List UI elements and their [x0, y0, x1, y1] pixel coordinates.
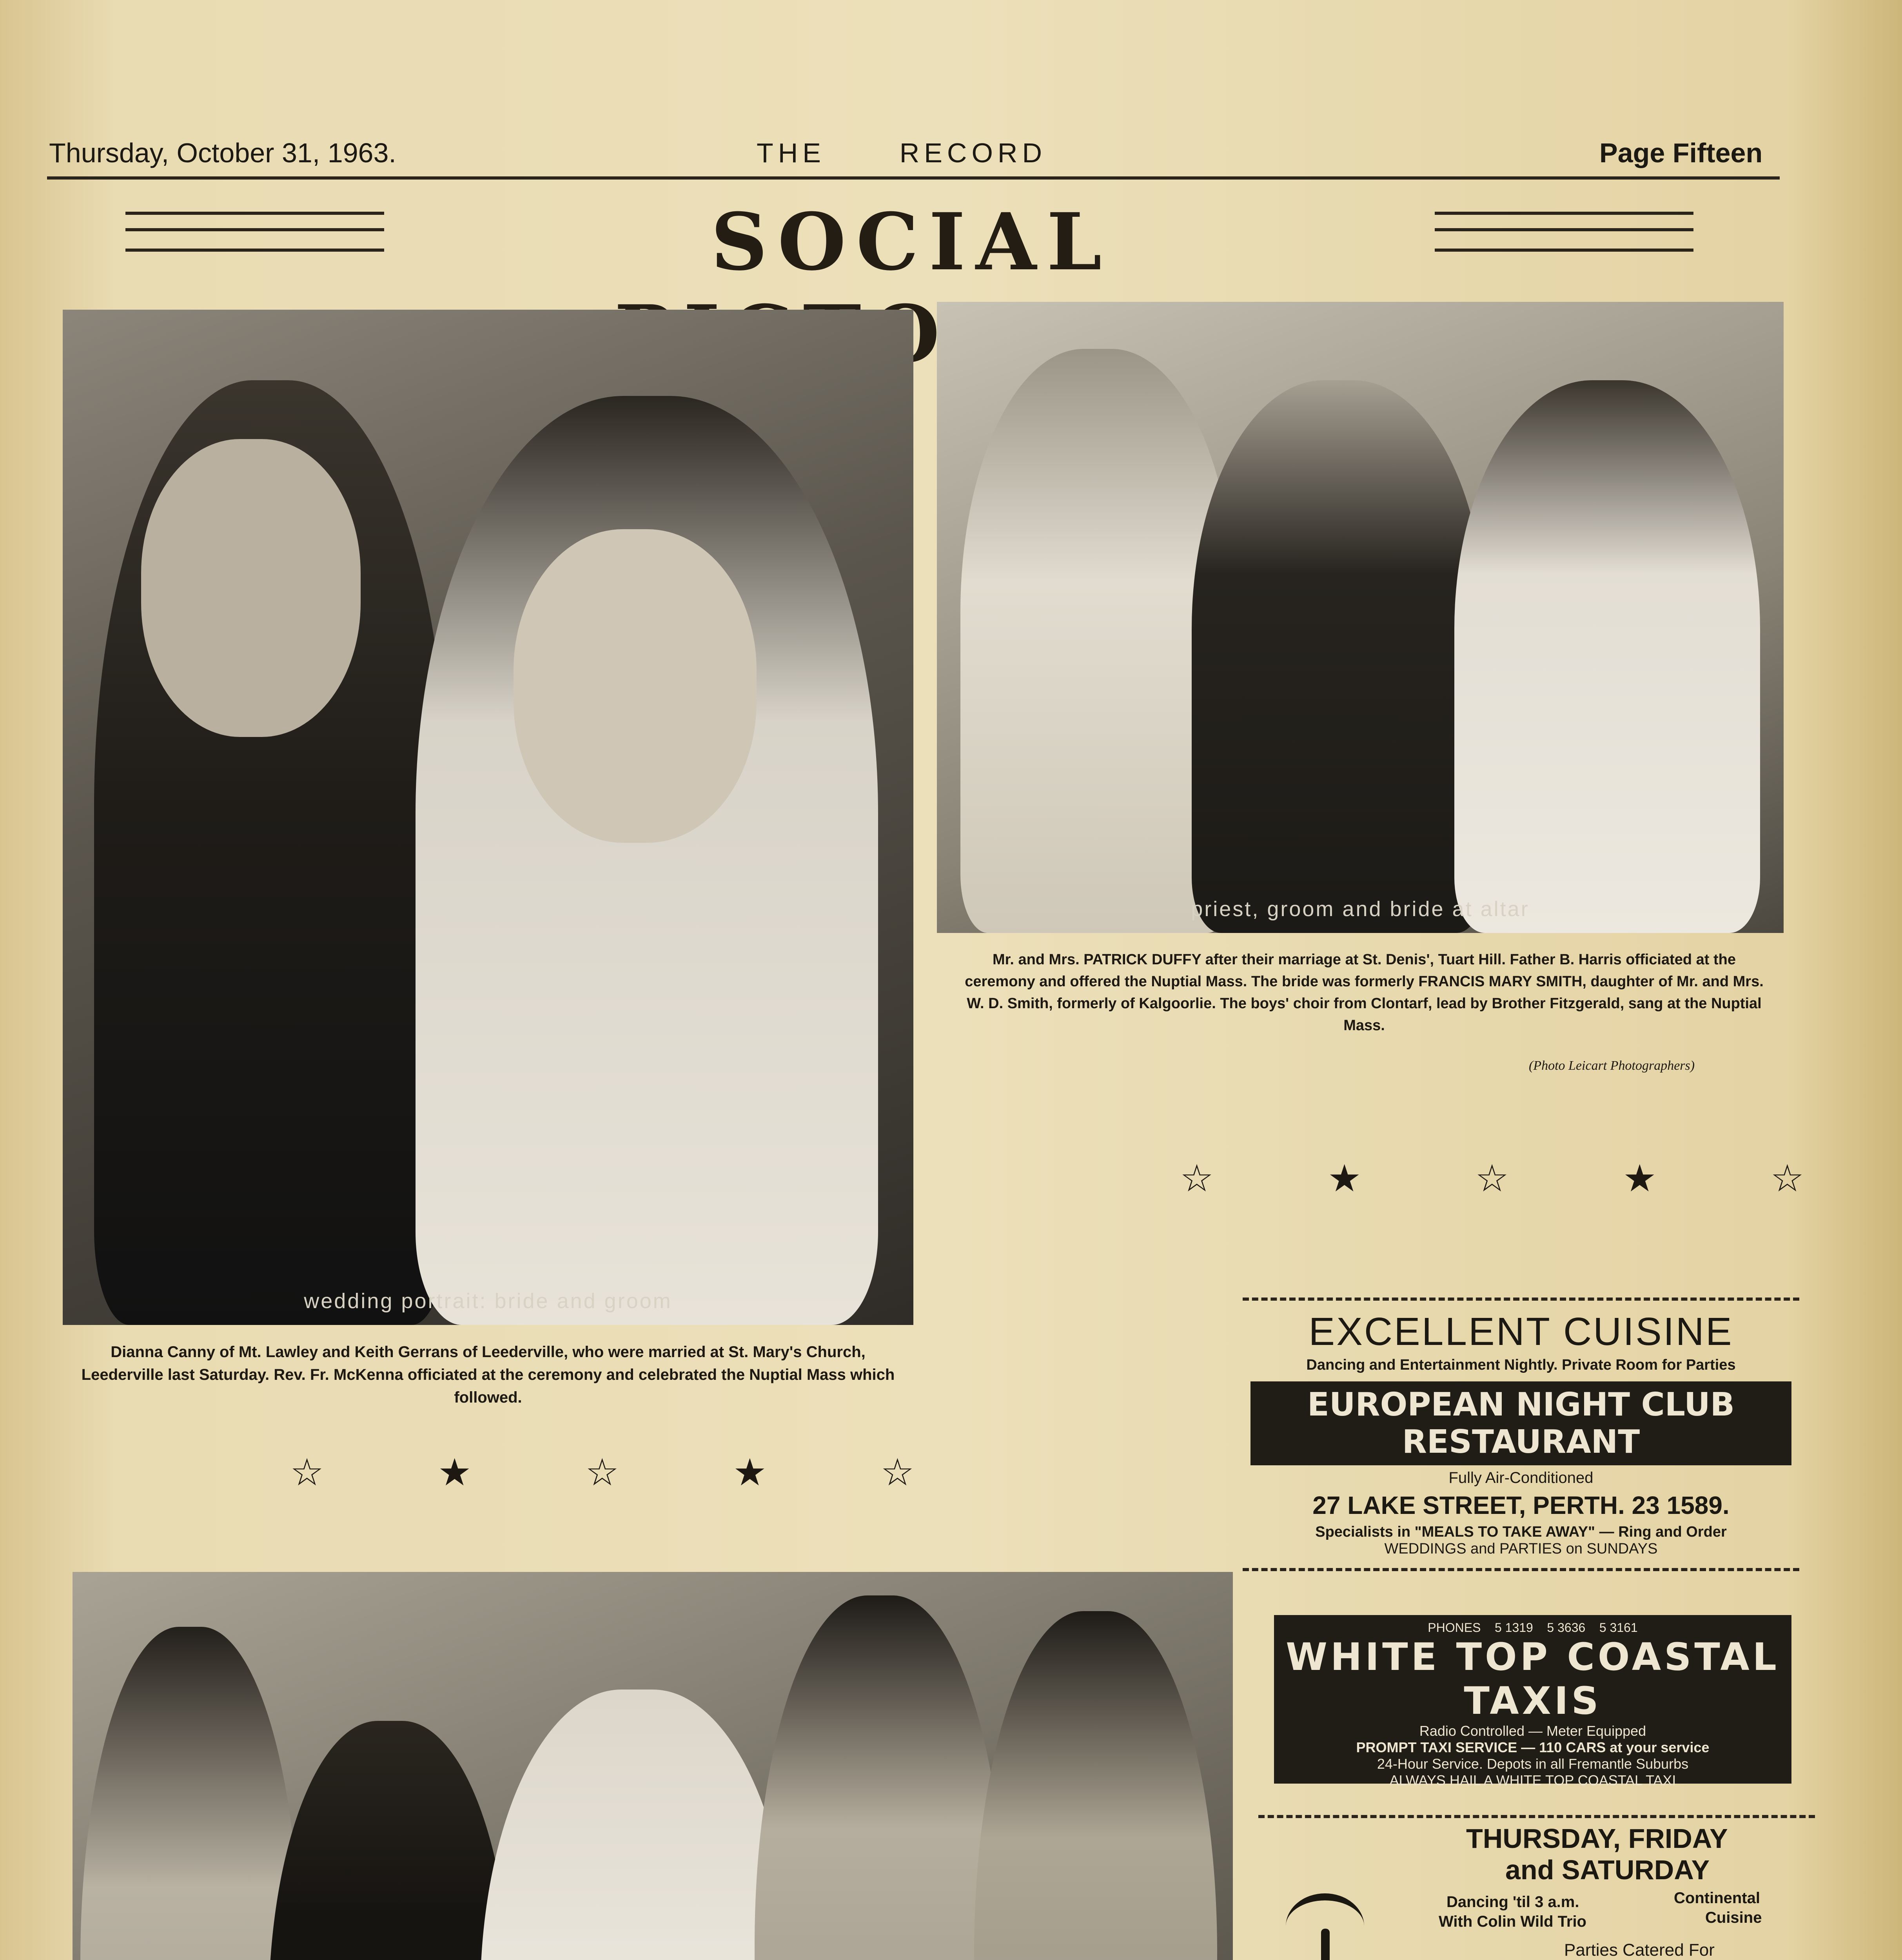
photo-credit: (Photo Leicart Photographers) [1529, 1058, 1695, 1073]
photo-millet [73, 1572, 1233, 1960]
ad-divider [1243, 1298, 1799, 1301]
title-ornament-left [125, 212, 384, 252]
ss-days-2: and SATURDAY [1505, 1855, 1710, 1885]
newspaper-name: THE RECORD [757, 138, 1047, 168]
bride-face [514, 529, 757, 843]
ss-dancing: Dancing 'til 3 a.m. [1446, 1893, 1579, 1911]
taxi-line-2: PROMPT TAXI SERVICE — 110 CARS at your service [1356, 1739, 1710, 1755]
photo-canny-gerrans [63, 310, 913, 1325]
ad-aircon: Fully Air-Conditioned [1448, 1469, 1593, 1486]
groom-figure [1192, 380, 1486, 933]
ad-silver-sands [1262, 1823, 1815, 1960]
ad-divider [1243, 1568, 1799, 1571]
ss-trio: With Colin Wild Trio [1439, 1913, 1586, 1930]
section-title: SOCIAL [711, 196, 1112, 288]
masthead-rule [47, 176, 1780, 180]
page-number: Page Fifteen [1599, 138, 1763, 168]
photo-description: wedding portrait: bride and groom [304, 1289, 672, 1313]
taxi-line-4: ALWAYS HAIL A WHITE TOP COASTAL TAXI [1389, 1772, 1676, 1788]
ad-headline: EXCELLENT CUISINE [1309, 1310, 1733, 1354]
attendant-3 [974, 1611, 1217, 1960]
title-ornament-right [1435, 212, 1693, 252]
ad-european [1243, 1309, 1799, 1557]
photo-duffy [937, 302, 1784, 933]
bride-figure [1454, 380, 1760, 933]
ad-name-banner: EUROPEAN NIGHT CLUB RESTAURANT [1250, 1381, 1791, 1465]
ss-parties: Parties Catered For [1564, 1940, 1715, 1960]
groom-figure [269, 1721, 512, 1960]
ss-continental: Continental [1674, 1889, 1760, 1907]
ad-subline: Dancing and Entertainment Nightly. Private Room for Parties [1306, 1357, 1736, 1373]
ad-taxis [1274, 1615, 1791, 1788]
caption-duffy: Mr. and Mrs. PATRICK DUFFY after their marriage at St. Denis', Tuart Hill. Father B. Harris officiated at the ceremony and offered the Nuptial Mass. The bride was formerly FRANCIS MARY SMITH, daughter of Mr. and Mrs. W. D. Smith, formerly of Kalgoorlie. The boys' choir from Clontarf, lead by Brother Fitzgerald, sang at the Nuptial Mass. [965, 951, 1764, 1034]
ss-cuisine: Cuisine [1705, 1909, 1762, 1926]
issue-date: Thursday, October 31, 1963. [49, 138, 396, 168]
taxi-name: WHITE TOP COASTAL TAXIS [1286, 1635, 1780, 1723]
ss-days: THURSDAY, FRIDAY [1466, 1823, 1728, 1854]
star-divider-right: ☆ ★ ☆ ★ ☆ [1180, 1156, 1855, 1200]
taxi-phones: PHONES 5 1319 5 3636 5 3161 [1428, 1621, 1638, 1635]
caption-canny-gerrans: Dianna Canny of Mt. Lawley and Keith Gerrans of Leederville, who were married at St. Mary's Church, Leederville last Saturday. Rev. Fr. McKenna officiated at the ceremony and celebrated the Nuptial Mass which followed. [81, 1343, 895, 1406]
attendant-2 [755, 1595, 1005, 1960]
ad-address: 27 LAKE STREET, PERTH. 23 1589. [1312, 1491, 1730, 1519]
star-divider-left: ☆ ★ ☆ ★ ☆ [290, 1450, 966, 1494]
taxi-line-1: Radio Controlled — Meter Equipped [1419, 1723, 1646, 1739]
photo-description: priest, groom and bride at altar [1191, 897, 1530, 921]
attendant-1 [80, 1627, 300, 1960]
bride-figure [480, 1690, 794, 1960]
ad-specialists: Specialists in "MEALS TO TAKE AWAY" — Ring and Order [1315, 1524, 1727, 1540]
ad-weddings: WEDDINGS and PARTIES on SUNDAYS [1384, 1541, 1658, 1557]
palm-tree-icon [1286, 1870, 1364, 1960]
groom-face [141, 439, 361, 737]
taxi-line-3: 24-Hour Service. Depots in all Fremantle Suburbs [1377, 1756, 1689, 1772]
ad-divider [1258, 1815, 1815, 1818]
